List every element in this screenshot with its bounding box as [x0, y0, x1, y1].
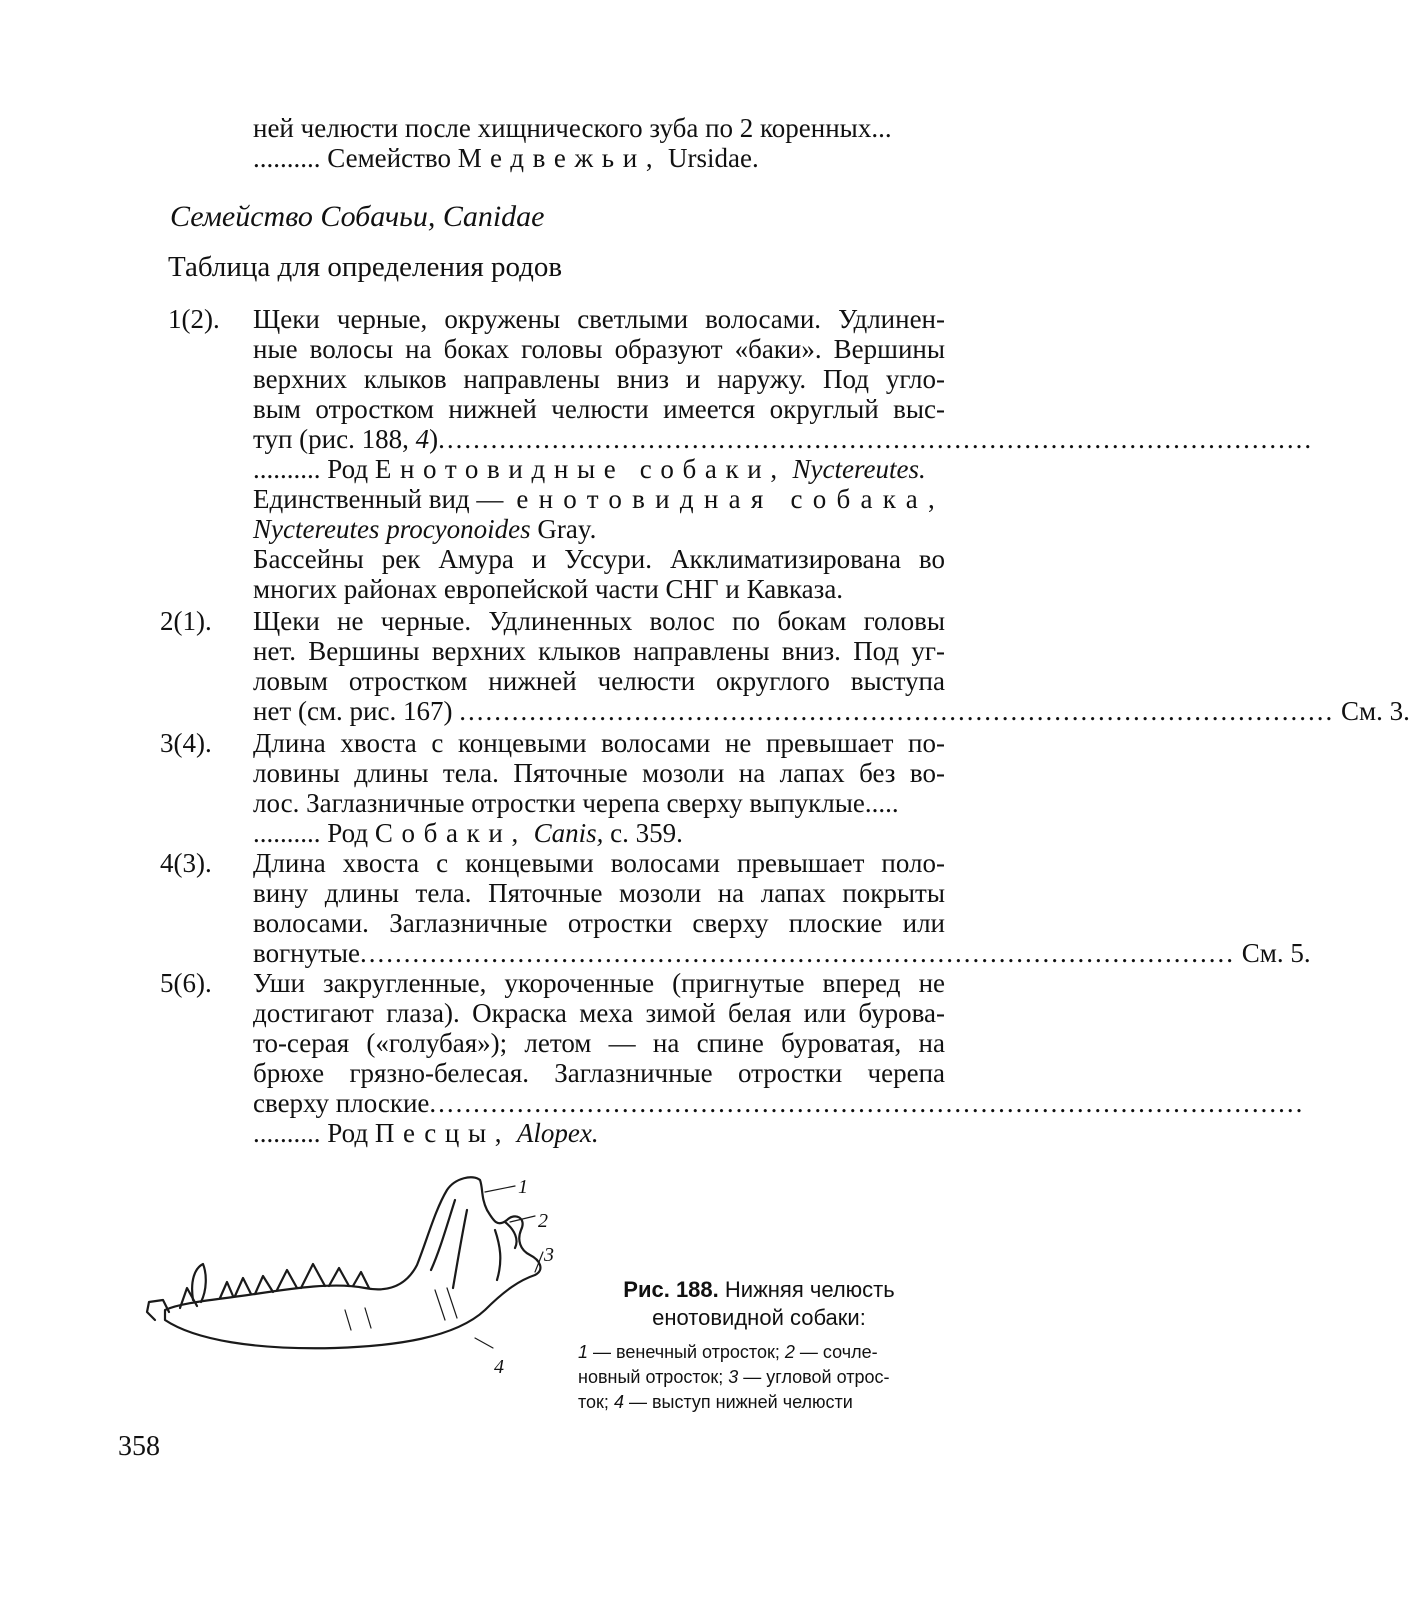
genus-name-spaced: Собаки, — [374, 818, 527, 848]
key-result — [253, 818, 683, 848]
legend-text: новный отросток; — [578, 1367, 729, 1387]
text: Род — [327, 818, 369, 848]
text: нет (см. рис. 167) — [253, 696, 453, 726]
latin-name: Nyctereutes. — [792, 454, 926, 484]
text: ней челюсти после хищнического зуба по 2 коренных... — [253, 113, 892, 143]
cross-reference: См. 3. — [1340, 696, 1410, 726]
key-line: волосами. Заглазничные отростки сверху плоские или — [253, 908, 945, 938]
key-line-last — [253, 424, 1314, 454]
latin-name: Alopex. — [516, 1118, 599, 1148]
caption-text: Нижняя челюсть — [724, 1277, 895, 1302]
figure-label-3: 3 — [544, 1244, 554, 1266]
key-line: ные волосы на боках головы образуют «баки». Вершины — [253, 334, 945, 364]
key-number: 1(2). — [168, 304, 220, 334]
figure-caption-line2: енотовидной собаки: — [652, 1305, 866, 1330]
key-line: то-серая («голубая»); летом — на спине буроватая, на — [253, 1028, 945, 1058]
jaw-illustration — [135, 1170, 575, 1390]
legend-number: 2 — [784, 1342, 795, 1362]
key-number: 3(4). — [160, 728, 212, 758]
family-heading: Семейство Собачьи, Canidae — [170, 200, 545, 233]
text: Род — [327, 1118, 369, 1148]
key-result — [253, 1118, 599, 1148]
legend-number: 3 — [728, 1367, 739, 1387]
key-line: верхних клыков направлены вниз и наружу. Под угло- — [253, 364, 945, 394]
text: вогнутые — [253, 938, 361, 968]
text: туп (рис. 188, — [253, 424, 409, 454]
key-line: Длина хвоста с концевыми волосами не превышает по- — [253, 728, 945, 758]
legend-text: — выступ нижней челюсти — [623, 1392, 853, 1412]
cross-reference: См. 5. — [1241, 938, 1311, 968]
range-line: Бассейны рек Амура и Уссури. Акклиматизирована во — [253, 544, 945, 574]
legend-text: — венечный отросток; — [588, 1342, 785, 1362]
table-heading: Таблица для определения родов — [168, 251, 563, 283]
figure-label-1: 1 — [518, 1176, 528, 1198]
figure-legend-line — [578, 1365, 889, 1390]
legend-number: 4 — [613, 1392, 624, 1412]
species-latin-line — [253, 514, 596, 544]
text: Род — [327, 454, 369, 484]
figure-ref-number: 4 — [415, 424, 430, 454]
text: Семейство — [327, 143, 451, 173]
key-line-last: лос. Заглазничные отростки черепа сверху выпуклые..... — [253, 788, 899, 818]
key-line: вым отростком нижней челюсти имеется округлый выс- — [253, 394, 945, 424]
key-line: Щеки черные, окружены светлыми волосами. Удлинен- — [253, 304, 945, 334]
figure-label-2: 2 — [538, 1210, 548, 1232]
key-line: вину длины тела. Пяточные мозоли на лапах покрыты — [253, 878, 945, 908]
leader-dots: .......... — [253, 818, 321, 848]
figure-label-4: 4 — [494, 1356, 504, 1378]
leader-dots: .......... — [253, 143, 321, 173]
key-result — [253, 454, 926, 484]
family-name-spaced: Медвежьи, — [457, 143, 662, 173]
key-line-last — [253, 1088, 1305, 1118]
continuation-line-2 — [253, 143, 759, 173]
leader-dots: .................................................................................................... — [360, 938, 1236, 968]
key-line-last — [253, 696, 1410, 726]
figure-legend-line — [578, 1390, 853, 1415]
continuation-line-1 — [253, 113, 892, 143]
genus-name-spaced: Песцы, — [374, 1118, 511, 1148]
key-line: брюхе грязно-белесая. Заглазничные отростки черепа — [253, 1058, 945, 1088]
key-line: Щеки не черные. Удлиненных волос по бокам головы — [253, 606, 945, 636]
text: Единственный вид — — [253, 484, 504, 514]
leader-dots: .......... — [253, 1118, 321, 1148]
latin-name: Nyctereutes procyonoides — [253, 514, 531, 544]
key-line: ловым отростком нижней челюсти округлого выступа — [253, 666, 945, 696]
page-reference: с. 359. — [610, 818, 683, 848]
latin-name: Canis, — [533, 818, 604, 848]
latin-name: Ursidae. — [667, 143, 759, 173]
legend-text: ток; — [578, 1392, 614, 1412]
leader-dots: .................................................................................................... — [438, 424, 1314, 454]
legend-number: 1 — [578, 1342, 589, 1362]
leader-dots: .................................................................................................... — [459, 696, 1335, 726]
species-line — [253, 484, 945, 514]
leader-dots: .................................................................................................... — [429, 1088, 1305, 1118]
species-name-spaced: енотовидная собака, — [516, 484, 945, 514]
key-line: Длина хвоста с концевыми волосами превышает поло- — [253, 848, 945, 878]
page-number: 358 — [118, 1431, 160, 1462]
leader-dots: .......... — [253, 454, 321, 484]
text: сверху плоские — [253, 1088, 430, 1118]
key-line: Уши закругленные, укороченные (пригнутые вперед не — [253, 968, 945, 998]
figure-caption-title — [608, 1276, 910, 1304]
key-number: 5(6). — [160, 968, 212, 998]
text: ) — [429, 424, 439, 454]
key-line: ловины длины тела. Пяточные мозоли на лапах без во- — [253, 758, 945, 788]
figure-legend-line — [578, 1340, 878, 1365]
key-line: достигают глаза). Окраска меха зимой белая или бурова- — [253, 998, 945, 1028]
legend-text: — угловой отрос- — [738, 1367, 890, 1387]
author: Gray. — [537, 514, 597, 544]
figure-number: Рис. 188. — [623, 1277, 719, 1302]
key-line-last — [253, 938, 1311, 968]
legend-text: — сочле- — [794, 1342, 878, 1362]
genus-name-spaced: Енотовидные собаки, — [374, 454, 786, 484]
key-number: 4(3). — [160, 848, 212, 878]
key-number: 2(1). — [160, 606, 212, 636]
key-line: нет. Вершины верхних клыков направлены вниз. Под уг- — [253, 636, 945, 666]
range-line: многих районах европейской части СНГ и Кавказа. — [253, 574, 844, 604]
